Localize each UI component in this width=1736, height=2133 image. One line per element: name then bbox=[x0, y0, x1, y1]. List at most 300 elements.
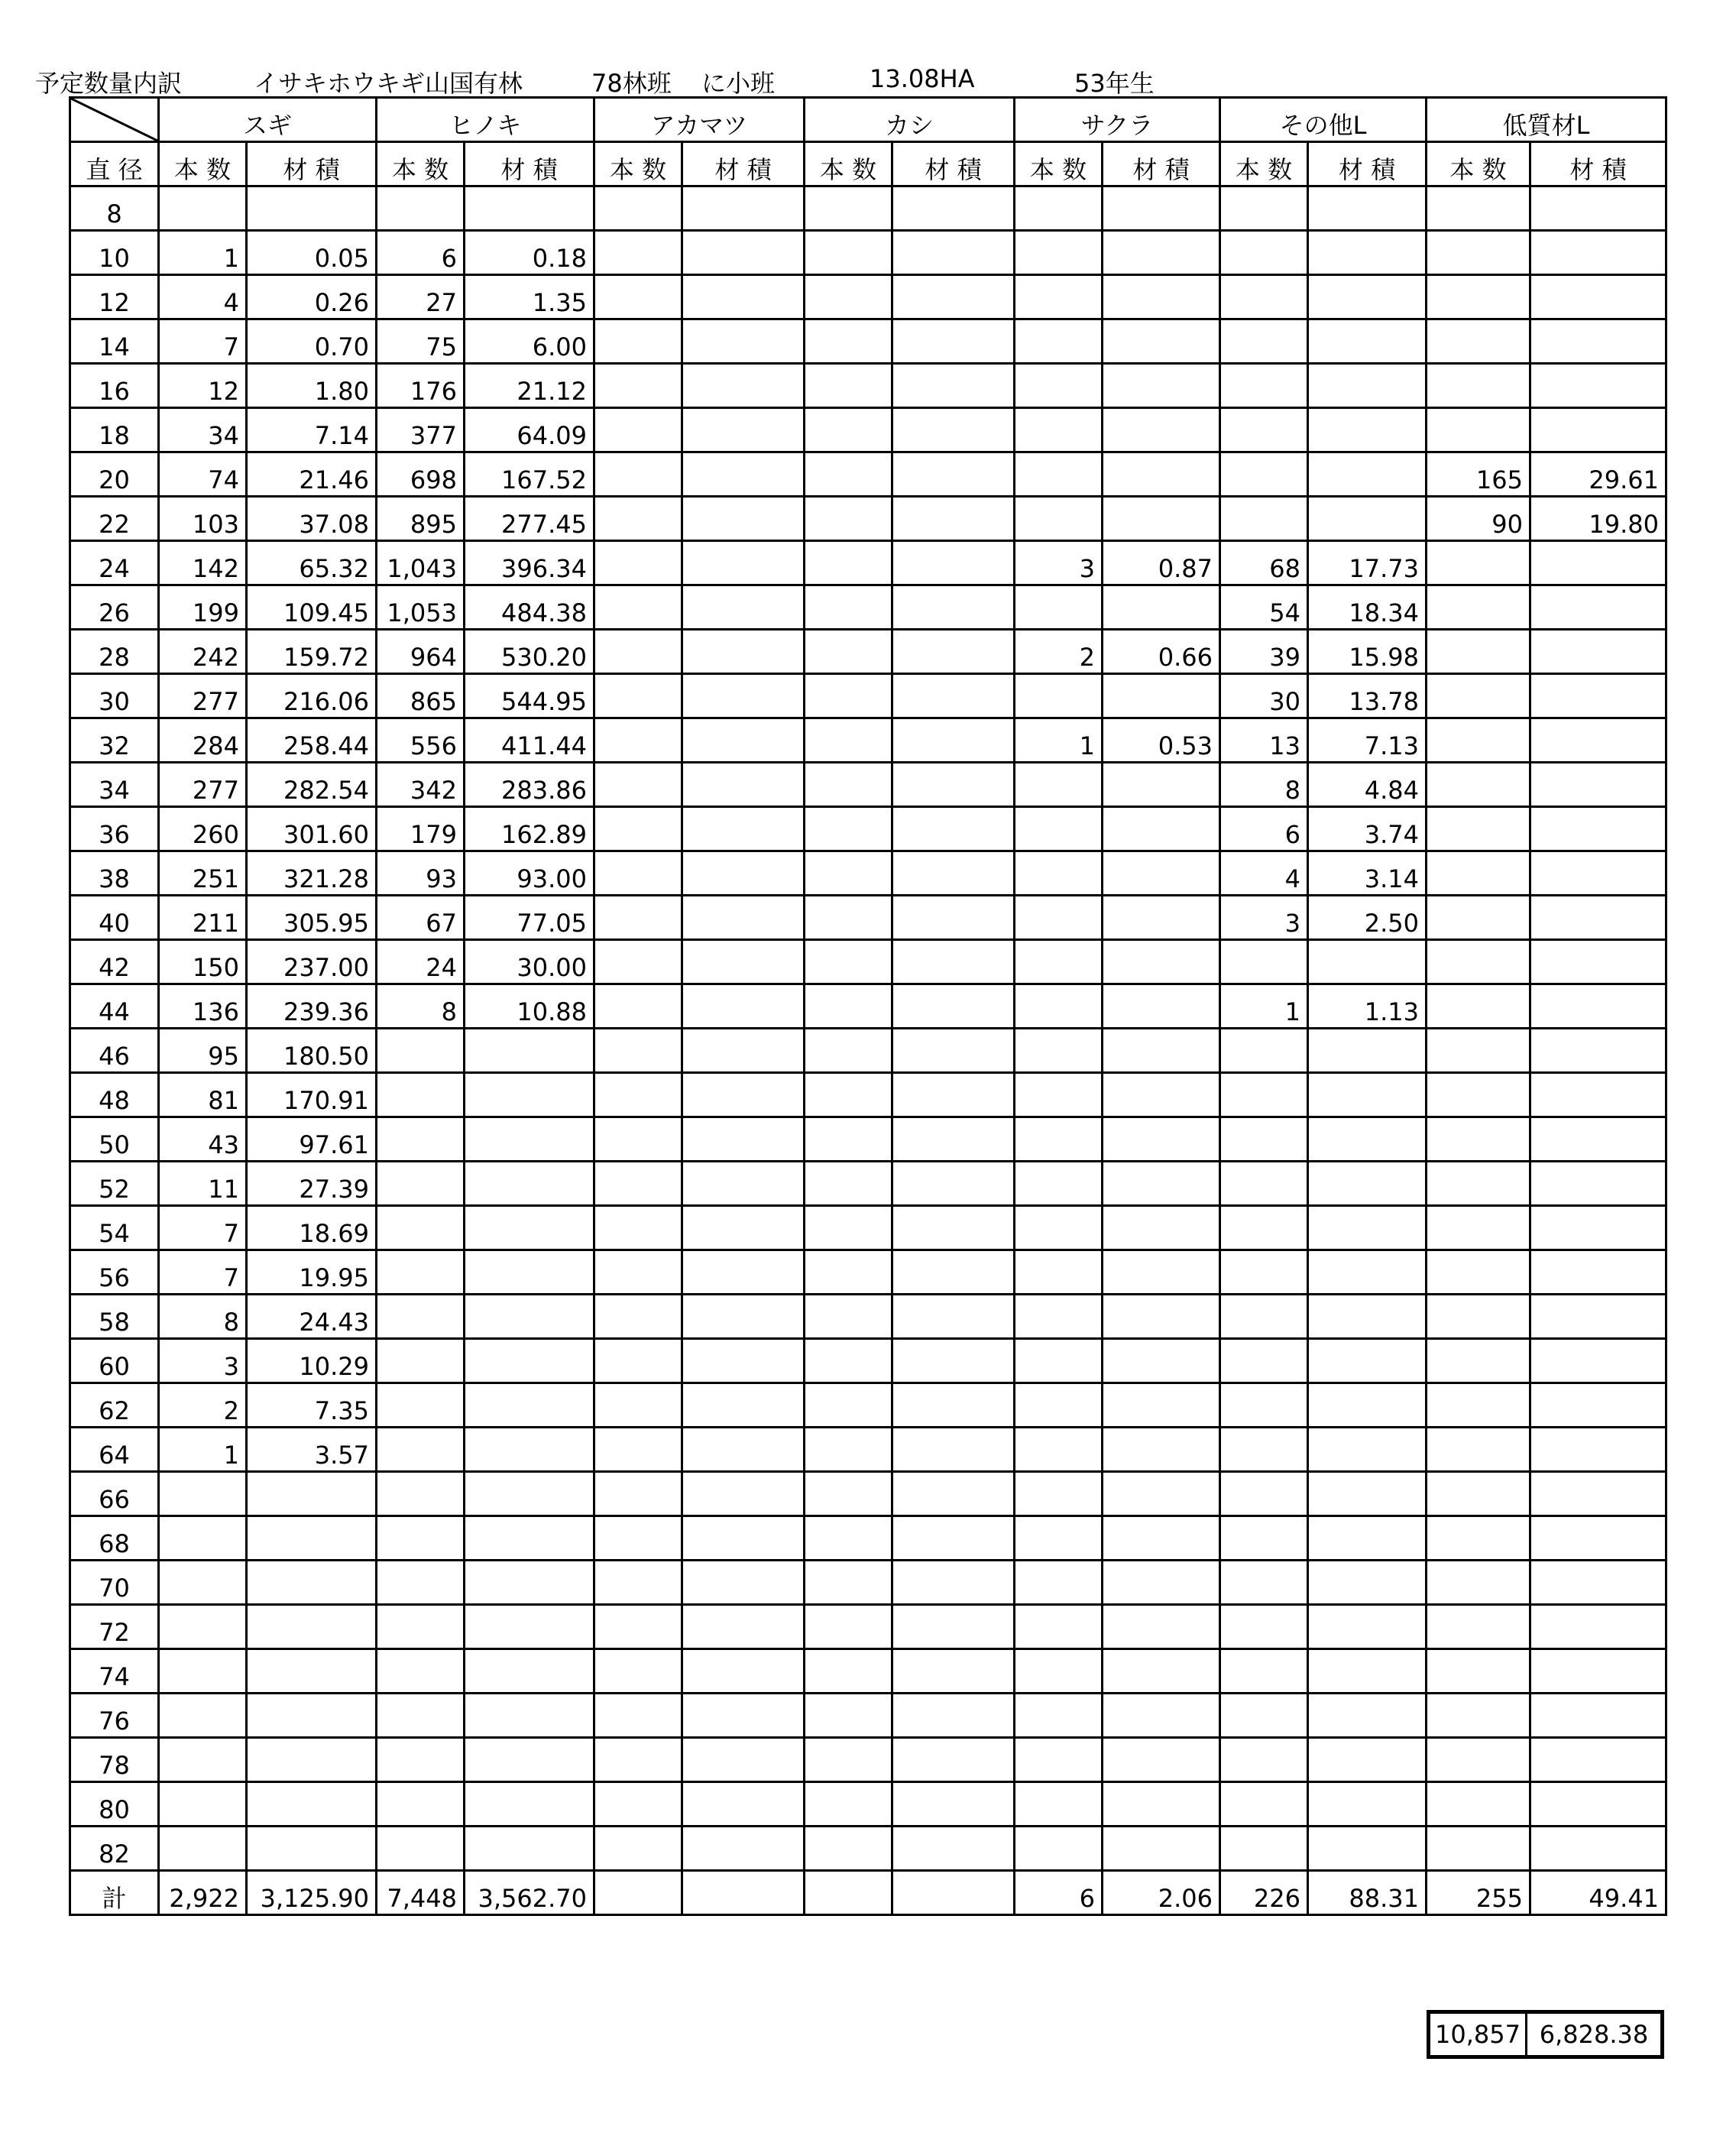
count-cell bbox=[805, 1339, 892, 1383]
count-cell: 6 bbox=[1220, 807, 1308, 851]
count-cell bbox=[1015, 1516, 1103, 1561]
count-cell bbox=[594, 275, 682, 319]
count-cell bbox=[1015, 1738, 1103, 1782]
count-cell bbox=[1015, 940, 1103, 984]
count-cell bbox=[1427, 807, 1530, 851]
count-cell: 2 bbox=[159, 1383, 247, 1428]
volume-cell bbox=[892, 1516, 1015, 1561]
volume-cell bbox=[1530, 1694, 1666, 1738]
count-cell bbox=[377, 186, 465, 231]
volume-cell: 1.80 bbox=[247, 364, 377, 408]
count-cell: 698 bbox=[377, 452, 465, 497]
grand-total-box bbox=[1427, 2010, 1664, 2059]
table-row bbox=[70, 408, 1666, 452]
volume-cell bbox=[465, 1029, 594, 1073]
diameter-cell: 60 bbox=[70, 1339, 159, 1383]
count-cell bbox=[1220, 1428, 1308, 1472]
count-cell bbox=[1015, 674, 1103, 718]
diameter-cell: 16 bbox=[70, 364, 159, 408]
count-cell bbox=[805, 408, 892, 452]
volume-cell bbox=[682, 940, 805, 984]
count-cell bbox=[1220, 1117, 1308, 1162]
volume-cell bbox=[1103, 674, 1220, 718]
count-cell bbox=[377, 1206, 465, 1250]
volume-cell bbox=[247, 1472, 377, 1516]
volume-cell bbox=[247, 1738, 377, 1782]
title-label: 予定数量内訳 bbox=[35, 69, 183, 98]
volume-cell bbox=[892, 674, 1015, 718]
count-cell bbox=[1015, 763, 1103, 807]
count-cell bbox=[805, 1029, 892, 1073]
volume-cell: 4.84 bbox=[1308, 763, 1427, 807]
diameter-cell: 10 bbox=[70, 231, 159, 275]
count-cell bbox=[1015, 1250, 1103, 1295]
count-header: 本 数 bbox=[805, 142, 892, 186]
volume-cell: 19.95 bbox=[247, 1250, 377, 1295]
volume-cell: 3.57 bbox=[247, 1428, 377, 1472]
count-cell bbox=[805, 452, 892, 497]
diameter-cell: 52 bbox=[70, 1162, 159, 1206]
count-cell bbox=[1220, 1162, 1308, 1206]
count-header: 本 数 bbox=[1220, 142, 1308, 186]
count-cell bbox=[1220, 1782, 1308, 1827]
count-cell bbox=[1015, 896, 1103, 940]
count-cell bbox=[805, 541, 892, 585]
count-cell: 8 bbox=[159, 1295, 247, 1339]
count-cell bbox=[805, 851, 892, 896]
volume-header: 材 積 bbox=[682, 142, 805, 186]
volume-cell bbox=[465, 1428, 594, 1472]
volume-cell bbox=[682, 1516, 805, 1561]
count-cell: 6 bbox=[377, 231, 465, 275]
count-cell: 6 bbox=[1015, 1871, 1103, 1915]
count-cell bbox=[1220, 1383, 1308, 1428]
volume-cell bbox=[1103, 1073, 1220, 1117]
count-cell: 2 bbox=[1015, 630, 1103, 674]
volume-cell bbox=[1103, 896, 1220, 940]
volume-cell bbox=[682, 1117, 805, 1162]
table-row bbox=[70, 231, 1666, 275]
diameter-cell: 46 bbox=[70, 1029, 159, 1073]
count-cell bbox=[159, 1516, 247, 1561]
volume-cell bbox=[682, 231, 805, 275]
diameter-cell: 48 bbox=[70, 1073, 159, 1117]
count-cell bbox=[594, 1649, 682, 1694]
table-row bbox=[70, 452, 1666, 497]
count-cell bbox=[1220, 275, 1308, 319]
volume-cell bbox=[682, 1162, 805, 1206]
count-cell bbox=[805, 1206, 892, 1250]
count-cell bbox=[594, 984, 682, 1029]
volume-cell bbox=[682, 1472, 805, 1516]
count-cell bbox=[805, 1871, 892, 1915]
count-cell bbox=[377, 1428, 465, 1472]
volume-cell bbox=[682, 851, 805, 896]
volume-cell bbox=[465, 1383, 594, 1428]
volume-cell bbox=[1530, 186, 1666, 231]
diameter-header: 直 径 bbox=[70, 142, 159, 186]
volume-cell bbox=[892, 1162, 1015, 1206]
count-header: 本 数 bbox=[594, 142, 682, 186]
volume-cell bbox=[682, 1605, 805, 1649]
table-row bbox=[70, 585, 1666, 630]
volume-cell: 77.05 bbox=[465, 896, 594, 940]
table-row bbox=[70, 984, 1666, 1029]
volume-cell bbox=[682, 1738, 805, 1782]
species-header: スギ bbox=[159, 98, 377, 142]
count-cell bbox=[1220, 1339, 1308, 1383]
count-cell: 964 bbox=[377, 630, 465, 674]
volume-cell bbox=[1530, 674, 1666, 718]
species-header: ヒノキ bbox=[377, 98, 594, 142]
count-cell: 226 bbox=[1220, 1871, 1308, 1915]
volume-cell bbox=[1103, 763, 1220, 807]
volume-cell bbox=[465, 1295, 594, 1339]
count-cell bbox=[805, 674, 892, 718]
volume-cell bbox=[682, 1073, 805, 1117]
table-row bbox=[70, 497, 1666, 541]
diameter-cell: 12 bbox=[70, 275, 159, 319]
volume-cell bbox=[465, 1206, 594, 1250]
count-cell bbox=[1220, 1073, 1308, 1117]
count-cell: 12 bbox=[159, 364, 247, 408]
volume-cell: 180.50 bbox=[247, 1029, 377, 1073]
table-row bbox=[70, 674, 1666, 718]
table-row bbox=[70, 1738, 1666, 1782]
volume-cell: 0.18 bbox=[465, 231, 594, 275]
volume-cell bbox=[892, 1649, 1015, 1694]
volume-cell: 7.35 bbox=[247, 1383, 377, 1428]
volume-cell bbox=[1103, 1694, 1220, 1738]
volume-cell: 97.61 bbox=[247, 1117, 377, 1162]
count-cell bbox=[1015, 1339, 1103, 1383]
count-cell bbox=[805, 630, 892, 674]
volume-cell bbox=[682, 807, 805, 851]
count-cell: 93 bbox=[377, 851, 465, 896]
volume-cell bbox=[892, 1738, 1015, 1782]
diameter-cell: 72 bbox=[70, 1605, 159, 1649]
count-cell bbox=[594, 718, 682, 763]
count-cell bbox=[1427, 851, 1530, 896]
volume-cell bbox=[892, 1605, 1015, 1649]
volume-cell: 109.45 bbox=[247, 585, 377, 630]
table-row bbox=[70, 364, 1666, 408]
volume-cell bbox=[682, 275, 805, 319]
volume-cell bbox=[1308, 1738, 1427, 1782]
count-cell bbox=[805, 807, 892, 851]
count-cell bbox=[805, 984, 892, 1029]
volume-cell bbox=[1308, 1605, 1427, 1649]
count-cell bbox=[805, 1738, 892, 1782]
diameter-cell: 70 bbox=[70, 1561, 159, 1605]
count-cell bbox=[1220, 452, 1308, 497]
count-cell bbox=[1015, 1428, 1103, 1472]
volume-cell bbox=[1530, 1117, 1666, 1162]
diameter-cell: 34 bbox=[70, 763, 159, 807]
species-header: サクラ bbox=[1015, 98, 1220, 142]
table-row bbox=[70, 1649, 1666, 1694]
volume-cell bbox=[892, 1250, 1015, 1295]
count-cell bbox=[594, 896, 682, 940]
volume-cell: 282.54 bbox=[247, 763, 377, 807]
count-cell bbox=[377, 1605, 465, 1649]
volume-cell: 0.53 bbox=[1103, 718, 1220, 763]
volume-cell: 93.00 bbox=[465, 851, 594, 896]
volume-cell bbox=[682, 984, 805, 1029]
volume-cell bbox=[682, 1694, 805, 1738]
volume-cell bbox=[1103, 275, 1220, 319]
count-cell bbox=[159, 1561, 247, 1605]
volume-cell bbox=[1103, 851, 1220, 896]
volume-table bbox=[69, 96, 1667, 1916]
volume-cell bbox=[892, 1383, 1015, 1428]
volume-cell bbox=[1530, 763, 1666, 807]
volume-cell bbox=[892, 1782, 1015, 1827]
volume-cell bbox=[1308, 275, 1427, 319]
count-cell bbox=[1427, 231, 1530, 275]
volume-cell bbox=[682, 1383, 805, 1428]
count-cell: 90 bbox=[1427, 497, 1530, 541]
count-cell bbox=[594, 364, 682, 408]
count-cell bbox=[1015, 807, 1103, 851]
count-cell bbox=[1220, 1206, 1308, 1250]
volume-cell: 305.95 bbox=[247, 896, 377, 940]
count-cell bbox=[1015, 408, 1103, 452]
count-cell bbox=[1220, 319, 1308, 364]
diameter-cell: 66 bbox=[70, 1472, 159, 1516]
count-cell bbox=[594, 807, 682, 851]
count-cell: 11 bbox=[159, 1162, 247, 1206]
volume-cell: 13.78 bbox=[1308, 674, 1427, 718]
count-cell: 68 bbox=[1220, 541, 1308, 585]
count-cell bbox=[594, 1827, 682, 1871]
count-cell bbox=[1427, 275, 1530, 319]
count-cell bbox=[159, 186, 247, 231]
volume-cell: 159.72 bbox=[247, 630, 377, 674]
diameter-cell: 26 bbox=[70, 585, 159, 630]
count-cell bbox=[594, 1162, 682, 1206]
count-cell bbox=[1015, 1649, 1103, 1694]
volume-cell bbox=[465, 1694, 594, 1738]
count-cell: 260 bbox=[159, 807, 247, 851]
count-cell bbox=[1015, 585, 1103, 630]
count-cell bbox=[1015, 497, 1103, 541]
diameter-cell: 38 bbox=[70, 851, 159, 896]
count-cell bbox=[594, 1428, 682, 1472]
volume-cell bbox=[1308, 1339, 1427, 1383]
count-cell bbox=[1427, 1472, 1530, 1516]
volume-cell bbox=[892, 1073, 1015, 1117]
compartment: 78林班 bbox=[591, 69, 672, 98]
volume-cell bbox=[247, 1694, 377, 1738]
table-row bbox=[70, 1073, 1666, 1117]
count-cell bbox=[1015, 851, 1103, 896]
volume-cell bbox=[465, 1117, 594, 1162]
volume-cell bbox=[1530, 275, 1666, 319]
count-cell bbox=[594, 1782, 682, 1827]
table-row bbox=[70, 718, 1666, 763]
count-cell: 1 bbox=[159, 231, 247, 275]
count-cell bbox=[1427, 1029, 1530, 1073]
count-cell bbox=[594, 1561, 682, 1605]
volume-cell bbox=[1308, 1694, 1427, 1738]
volume-cell bbox=[465, 1782, 594, 1827]
count-cell: 81 bbox=[159, 1073, 247, 1117]
count-cell bbox=[1427, 718, 1530, 763]
diameter-cell: 42 bbox=[70, 940, 159, 984]
diameter-cell: 80 bbox=[70, 1782, 159, 1827]
volume-cell bbox=[465, 1516, 594, 1561]
grand-total-count: 10,857 bbox=[1429, 2012, 1527, 2057]
volume-cell: 321.28 bbox=[247, 851, 377, 896]
count-cell bbox=[805, 763, 892, 807]
volume-cell bbox=[1308, 408, 1427, 452]
count-cell bbox=[1220, 1561, 1308, 1605]
count-cell: 377 bbox=[377, 408, 465, 452]
volume-cell bbox=[465, 1339, 594, 1383]
volume-cell bbox=[682, 1649, 805, 1694]
volume-cell bbox=[892, 497, 1015, 541]
count-cell bbox=[805, 585, 892, 630]
count-cell bbox=[1015, 1694, 1103, 1738]
volume-cell bbox=[892, 408, 1015, 452]
count-cell bbox=[594, 1472, 682, 1516]
volume-cell bbox=[892, 231, 1015, 275]
count-cell bbox=[805, 364, 892, 408]
count-cell bbox=[377, 1649, 465, 1694]
species-header-row bbox=[70, 98, 1666, 142]
volume-cell bbox=[1308, 1250, 1427, 1295]
count-cell bbox=[1015, 231, 1103, 275]
volume-cell bbox=[1308, 1383, 1427, 1428]
count-cell bbox=[1220, 1694, 1308, 1738]
count-cell bbox=[1015, 984, 1103, 1029]
table-row bbox=[70, 1029, 1666, 1073]
count-cell bbox=[1015, 1782, 1103, 1827]
count-cell: 255 bbox=[1427, 1871, 1530, 1915]
volume-cell bbox=[892, 718, 1015, 763]
volume-cell: 283.86 bbox=[465, 763, 594, 807]
subcompartment: に小班 bbox=[701, 69, 776, 98]
volume-cell bbox=[1103, 186, 1220, 231]
count-cell bbox=[377, 1339, 465, 1383]
volume-cell: 21.46 bbox=[247, 452, 377, 497]
count-cell bbox=[805, 1827, 892, 1871]
count-cell bbox=[594, 851, 682, 896]
volume-cell bbox=[1308, 1649, 1427, 1694]
count-cell: 1 bbox=[159, 1428, 247, 1472]
volume-cell bbox=[1103, 1428, 1220, 1472]
volume-cell bbox=[892, 851, 1015, 896]
volume-cell: 170.91 bbox=[247, 1073, 377, 1117]
volume-cell bbox=[682, 1782, 805, 1827]
count-cell: 556 bbox=[377, 718, 465, 763]
count-cell bbox=[377, 1117, 465, 1162]
diameter-cell: 14 bbox=[70, 319, 159, 364]
volume-cell: 484.38 bbox=[465, 585, 594, 630]
volume-cell: 2.06 bbox=[1103, 1871, 1220, 1915]
volume-cell: 3.14 bbox=[1308, 851, 1427, 896]
count-cell: 1,043 bbox=[377, 541, 465, 585]
volume-cell bbox=[1530, 1428, 1666, 1472]
count-cell bbox=[805, 718, 892, 763]
volume-cell bbox=[465, 1250, 594, 1295]
volume-cell bbox=[1530, 1649, 1666, 1694]
count-cell bbox=[1427, 1339, 1530, 1383]
volume-cell bbox=[1308, 1206, 1427, 1250]
volume-cell bbox=[1103, 1782, 1220, 1827]
count-cell bbox=[1427, 1561, 1530, 1605]
volume-cell bbox=[1308, 1073, 1427, 1117]
count-cell bbox=[594, 1117, 682, 1162]
count-cell bbox=[1220, 1649, 1308, 1694]
diameter-cell: 18 bbox=[70, 408, 159, 452]
volume-cell: 411.44 bbox=[465, 718, 594, 763]
count-header: 本 数 bbox=[1427, 142, 1530, 186]
count-cell: 277 bbox=[159, 674, 247, 718]
volume-cell: 18.34 bbox=[1308, 585, 1427, 630]
volume-cell bbox=[892, 541, 1015, 585]
area: 13.08HA bbox=[870, 64, 975, 93]
count-cell bbox=[805, 896, 892, 940]
count-cell bbox=[805, 1694, 892, 1738]
count-cell bbox=[594, 940, 682, 984]
volume-cell bbox=[1308, 1162, 1427, 1206]
table-row bbox=[70, 630, 1666, 674]
table-row bbox=[70, 763, 1666, 807]
count-cell bbox=[159, 1782, 247, 1827]
count-cell: 242 bbox=[159, 630, 247, 674]
count-cell bbox=[1427, 630, 1530, 674]
table-row bbox=[70, 186, 1666, 231]
diameter-cell: 8 bbox=[70, 186, 159, 231]
volume-cell bbox=[892, 1117, 1015, 1162]
table-row bbox=[70, 940, 1666, 984]
count-cell bbox=[1015, 319, 1103, 364]
total-row bbox=[70, 1871, 1666, 1915]
volume-cell bbox=[1308, 1516, 1427, 1561]
count-cell: 2,922 bbox=[159, 1871, 247, 1915]
count-cell bbox=[1220, 940, 1308, 984]
count-cell bbox=[1220, 1472, 1308, 1516]
volume-header: 材 積 bbox=[247, 142, 377, 186]
volume-cell bbox=[1103, 984, 1220, 1029]
volume-cell bbox=[682, 319, 805, 364]
count-cell bbox=[1427, 319, 1530, 364]
volume-cell bbox=[1308, 1561, 1427, 1605]
volume-cell bbox=[1103, 319, 1220, 364]
count-cell bbox=[377, 1694, 465, 1738]
volume-cell: 0.66 bbox=[1103, 630, 1220, 674]
volume-cell bbox=[1308, 1295, 1427, 1339]
count-cell bbox=[377, 1472, 465, 1516]
volume-cell: 10.29 bbox=[247, 1339, 377, 1383]
forest-name: イサキホウキギ山国有林 bbox=[254, 69, 523, 98]
diameter-cell: 74 bbox=[70, 1649, 159, 1694]
count-cell: 4 bbox=[159, 275, 247, 319]
count-cell bbox=[159, 1694, 247, 1738]
count-cell: 43 bbox=[159, 1117, 247, 1162]
volume-cell bbox=[1103, 452, 1220, 497]
table-row bbox=[70, 1516, 1666, 1561]
volume-cell bbox=[1103, 1295, 1220, 1339]
count-cell bbox=[1427, 1738, 1530, 1782]
count-cell bbox=[1427, 1206, 1530, 1250]
species-header: カシ bbox=[805, 98, 1015, 142]
count-cell bbox=[805, 1605, 892, 1649]
volume-cell: 0.87 bbox=[1103, 541, 1220, 585]
table-row bbox=[70, 1383, 1666, 1428]
